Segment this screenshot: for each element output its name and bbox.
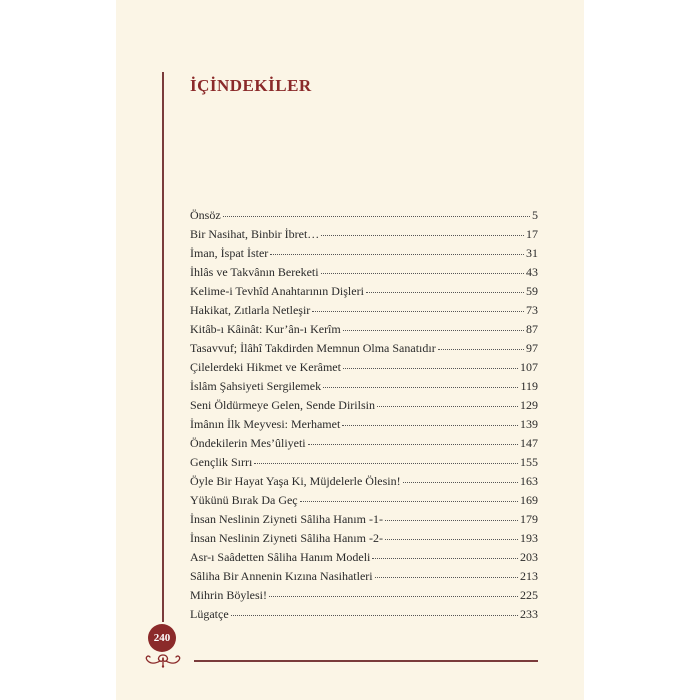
- toc-entry-page: 59: [526, 284, 538, 298]
- toc-entry-page: 203: [520, 550, 538, 564]
- vertical-rule: [162, 72, 164, 622]
- toc-entry: [190, 455, 538, 474]
- toc-entry-title: İnsan Neslinin Ziyneti Sâliha Hanım -2-: [190, 531, 383, 545]
- toc-entry-page: 87: [526, 322, 538, 336]
- page-title: İÇİNDEKİLER: [190, 76, 312, 95]
- toc-entry-title: Bir Nasihat, Binbir İbret…: [190, 227, 320, 241]
- dot-leader: [312, 311, 524, 312]
- toc-entry: [190, 341, 538, 360]
- toc-entry: [190, 569, 538, 588]
- dot-leader: [323, 387, 518, 388]
- toc-entry-title: Kitâb-ı Kâinât: Kur’ân-ı Kerîm: [190, 322, 341, 336]
- toc-entry-title: İslâm Şahsiyeti Sergilemek: [190, 379, 322, 393]
- toc-entry-title: Hakikat, Zıtlarla Netleşir: [190, 303, 311, 317]
- dot-leader: [223, 216, 530, 217]
- toc-entry-page: 119: [520, 379, 538, 393]
- table-of-contents: [190, 208, 538, 626]
- dot-leader: [321, 235, 524, 236]
- toc-entry-page: 5: [532, 208, 538, 222]
- toc-entry-page: 31: [526, 246, 538, 260]
- dot-leader: [377, 406, 518, 407]
- toc-entry-title: Sâliha Bir Annenin Kızına Nasihatleri: [190, 569, 373, 583]
- toc-entry: [190, 265, 538, 284]
- toc-entry-page: 73: [526, 303, 538, 317]
- dot-leader: [403, 482, 518, 483]
- toc-entry-page: 225: [520, 588, 538, 602]
- toc-entry-title: İnsan Neslinin Ziyneti Sâliha Hanım -1-: [190, 512, 383, 526]
- toc-entry: [190, 360, 538, 379]
- dot-leader: [342, 425, 518, 426]
- toc-entry-title: Kelime-i Tevhîd Anahtarının Dişleri: [190, 284, 364, 298]
- toc-entry: [190, 303, 538, 322]
- dot-leader: [300, 501, 518, 502]
- page-number-badge: 240: [148, 624, 176, 652]
- dot-leader: [343, 368, 518, 369]
- toc-entry-page: 169: [520, 493, 538, 507]
- ornament-icon: [142, 652, 184, 668]
- toc-entry: [190, 607, 538, 626]
- dot-leader: [270, 254, 524, 255]
- toc-entry-page: 193: [520, 531, 538, 545]
- toc-entry: [190, 512, 538, 531]
- toc-entry-page: 97: [526, 341, 538, 355]
- toc-entry-title: Seni Öldürmeye Gelen, Sende Dirilsin: [190, 398, 375, 412]
- toc-entry-title: Öndekilerin Mes’ûliyeti: [190, 436, 306, 450]
- dot-leader: [321, 273, 524, 274]
- toc-entry: [190, 246, 538, 265]
- toc-entry-title: Yükünü Bırak Da Geç: [190, 493, 298, 507]
- toc-entry: [190, 531, 538, 550]
- toc-entry-title: Çilelerdeki Hikmet ve Kerâmet: [190, 360, 341, 374]
- toc-entry-title: İhlâs ve Takvânın Bereketi: [190, 265, 319, 279]
- toc-entry-title: İman, İspat İster: [190, 246, 269, 260]
- toc-entry-page: 163: [520, 474, 538, 488]
- toc-entry: [190, 379, 538, 398]
- toc-entry-page: 155: [520, 455, 538, 469]
- dot-leader: [385, 539, 518, 540]
- dot-leader: [254, 463, 518, 464]
- book-page: [116, 0, 584, 700]
- dot-leader: [343, 330, 524, 331]
- dot-leader: [269, 596, 518, 597]
- toc-entry-title: Önsöz: [190, 208, 221, 222]
- toc-entry-title: Öyle Bir Hayat Yaşa Ki, Müjdelerle Ölesin!: [190, 474, 401, 488]
- dot-leader: [308, 444, 518, 445]
- toc-entry-page: 233: [520, 607, 538, 621]
- toc-entry: [190, 417, 538, 436]
- dot-leader: [438, 349, 524, 350]
- toc-entry-page: 107: [520, 360, 538, 374]
- dot-leader: [366, 292, 524, 293]
- toc-entry: [190, 436, 538, 455]
- dot-leader: [231, 615, 518, 616]
- dot-leader: [372, 558, 518, 559]
- toc-entry-page: 43: [526, 265, 538, 279]
- toc-entry-title: Gençlik Sırrı: [190, 455, 253, 469]
- toc-entry-page: 179: [520, 512, 538, 526]
- toc-entry-page: 139: [520, 417, 538, 431]
- toc-entry-title: Lügatçe: [190, 607, 229, 621]
- toc-entry-page: 147: [520, 436, 538, 450]
- toc-entry: [190, 208, 538, 227]
- toc-entry-title: Mihrin Böylesi!: [190, 588, 267, 602]
- toc-entry-title: İmânın İlk Meyvesi: Merhamet: [190, 417, 341, 431]
- toc-entry-page: 17: [526, 227, 538, 241]
- bottom-rule: [194, 660, 538, 662]
- toc-entry: [190, 398, 538, 417]
- toc-entry: [190, 322, 538, 341]
- toc-entry-title: Tasavvuf; İlâhî Takdirden Memnun Olma Sanatıdır: [190, 341, 436, 355]
- toc-entry: [190, 493, 538, 512]
- toc-entry-title: Asr-ı Saâdetten Sâliha Hanım Modeli: [190, 550, 371, 564]
- toc-entry: [190, 588, 538, 607]
- dot-leader: [375, 577, 518, 578]
- toc-entry: [190, 474, 538, 493]
- dot-leader: [385, 520, 518, 521]
- toc-entry: [190, 227, 538, 246]
- toc-entry: [190, 284, 538, 303]
- toc-entry-page: 129: [520, 398, 538, 412]
- toc-entry: [190, 550, 538, 569]
- toc-entry-page: 213: [520, 569, 538, 583]
